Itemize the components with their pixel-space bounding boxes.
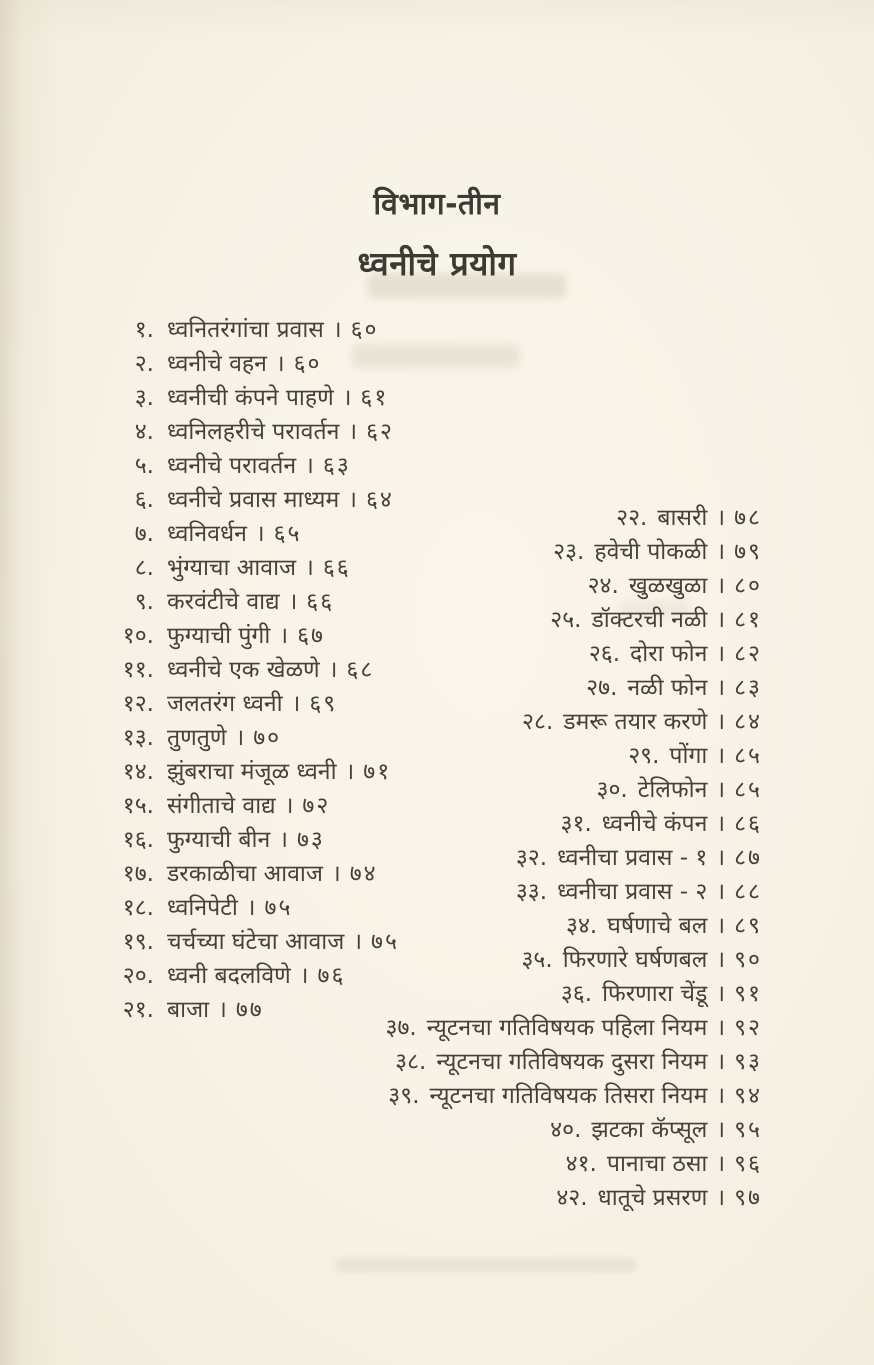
- toc-separator: ।: [716, 811, 726, 837]
- toc-item-title: बाजा: [167, 997, 210, 1023]
- toc-item-title: ध्वनीचे वहन: [167, 351, 267, 377]
- toc-item: [106, 789, 399, 823]
- toc-item-page: ८५: [734, 777, 762, 803]
- toc-column-left: [106, 313, 399, 1027]
- toc-item-page: ६१: [360, 385, 389, 411]
- toc-item-page: ७४: [349, 861, 378, 887]
- toc-separator: ।: [279, 827, 288, 853]
- toc-item-page: ६५: [273, 521, 302, 547]
- toc-item-number: ३.: [134, 385, 154, 411]
- toc-item: [385, 535, 762, 569]
- toc-item-title: डरकाळीचा आवाज: [167, 861, 323, 887]
- toc-item: [106, 925, 399, 959]
- toc-item-title: चर्चच्या घंटेचा आवाज: [167, 929, 345, 955]
- toc-item-page: ८२: [734, 641, 762, 667]
- toc-item-title: तुणतुणे: [167, 725, 227, 751]
- toc-item: [106, 755, 399, 789]
- toc-item: [106, 585, 399, 619]
- toc-separator: ।: [279, 623, 289, 649]
- toc-item-title: न्यूटनचा गतिविषयक पहिला नियम: [426, 1015, 708, 1041]
- toc-item-page: ६२: [366, 419, 394, 445]
- toc-item-title: ध्वनी बदलविणे: [167, 963, 291, 989]
- toc-separator: ।: [716, 641, 726, 667]
- toc-item-page: ९१: [734, 981, 762, 1007]
- toc-item-page: ६४: [365, 487, 394, 513]
- toc-item-number: २८.: [522, 709, 554, 735]
- toc-item-number: ७.: [134, 521, 154, 547]
- toc-separator: ।: [331, 861, 341, 887]
- toc-item: [106, 687, 399, 721]
- toc-item-number: १०.: [122, 623, 154, 649]
- toc-separator: ।: [305, 453, 314, 479]
- toc-item-number: २७.: [586, 675, 618, 701]
- toc-item: [106, 721, 399, 755]
- toc-item: [106, 959, 399, 993]
- toc-item: [106, 857, 399, 891]
- toc-item: [106, 517, 399, 551]
- toc-item-title: फिरणारा चेंडू: [602, 981, 708, 1007]
- toc-item-page: ७०: [253, 725, 282, 751]
- page-heading: [0, 182, 874, 285]
- toc-item: [385, 773, 762, 807]
- toc-item-page: ६०: [293, 351, 322, 377]
- toc-item-title: फुग्याची बीन: [167, 827, 271, 853]
- toc-item-title: करवंटीचे वाद्य: [167, 589, 280, 615]
- toc-item-number: ३५.: [521, 947, 553, 973]
- toc-item-page: ८४: [734, 709, 762, 735]
- toc-item-number: ४१.: [565, 1151, 597, 1177]
- toc-item: [385, 943, 762, 977]
- toc-separator: ।: [716, 1083, 726, 1109]
- toc-item-page: ६८: [346, 657, 375, 683]
- toc-item-number: २.: [134, 351, 154, 377]
- toc-item: [106, 347, 399, 381]
- toc-item-title: पोंगा: [669, 743, 708, 769]
- toc-separator: ।: [716, 913, 726, 939]
- toc-separator: ।: [716, 777, 726, 803]
- toc-item-page: ८५: [734, 743, 762, 769]
- toc-item-page: ६०: [350, 317, 379, 343]
- toc-separator: ।: [716, 1015, 726, 1041]
- toc-item-title: ध्वनीचा प्रवास - १: [557, 845, 708, 871]
- toc-item: [385, 807, 762, 841]
- toc-separator: ।: [299, 963, 309, 989]
- toc-item: [385, 1113, 762, 1147]
- toc-item-number: ११.: [122, 657, 154, 683]
- toc-item: [385, 739, 762, 773]
- toc-item-title: फिरणारे घर्षणबल: [562, 947, 708, 973]
- toc-item-title: संगीताचे वाद्य: [167, 793, 276, 819]
- toc-item-page: ७७: [235, 997, 264, 1023]
- toc-separator: ।: [716, 743, 726, 769]
- toc-item-number: ४.: [134, 419, 154, 445]
- toc-separator: ।: [716, 1049, 726, 1075]
- toc-item-page: ६७: [297, 623, 325, 649]
- toc-item-page: ६९: [309, 691, 338, 717]
- toc-item-number: १७.: [122, 861, 154, 887]
- toc-item-page: ६६: [306, 589, 335, 615]
- toc-separator: ।: [716, 879, 726, 905]
- toc-separator: ।: [716, 1185, 726, 1211]
- toc-column-right: [385, 501, 762, 1215]
- toc-separator: ।: [284, 793, 294, 819]
- toc-item: [106, 653, 399, 687]
- toc-item-number: ३६.: [560, 981, 593, 1007]
- toc-item-page: ८८: [734, 879, 762, 905]
- toc-item-page: ७८: [734, 505, 762, 531]
- toc-item-title: जलतरंग ध्वनी: [167, 691, 283, 717]
- toc-item-page: ९४: [734, 1083, 762, 1109]
- toc-item: [385, 637, 762, 671]
- toc-item: [385, 1045, 762, 1079]
- toc-item: [106, 313, 399, 347]
- toc-separator: ।: [716, 573, 726, 599]
- toc-separator: ।: [345, 759, 355, 785]
- toc-item-number: ४२.: [556, 1185, 588, 1211]
- toc-item-number: २५.: [550, 607, 582, 633]
- toc-item-title: बासरी: [657, 505, 708, 531]
- toc-item: [106, 619, 399, 653]
- toc-item-number: ४०.: [550, 1117, 582, 1143]
- section-title: विभाग-तीन: [373, 187, 501, 222]
- toc-item-page: ७१: [363, 759, 392, 785]
- toc-item: [385, 875, 762, 909]
- toc-separator: ।: [353, 929, 363, 955]
- toc-item-title: डॉक्टरची नळी: [591, 607, 708, 633]
- toc-item: [106, 381, 399, 415]
- toc-item-title: ध्वनीचे परावर्तन: [167, 453, 297, 479]
- toc-item-page: ८६: [734, 811, 762, 837]
- toc-item-page: ७९: [734, 539, 762, 565]
- toc-item-number: १८.: [122, 895, 154, 921]
- toc-item-title: झटका कॅप्सूल: [591, 1117, 708, 1143]
- toc-item-title: ध्वनीचे कंपन: [601, 811, 708, 837]
- toc-item-page: ९५: [734, 1117, 762, 1143]
- toc-item-number: ३७.: [385, 1015, 417, 1041]
- toc-item-title: ध्वनिलहरीचे परावर्तन: [167, 419, 340, 445]
- toc-item-number: २३.: [553, 539, 585, 565]
- toc-item-number: ६.: [134, 487, 154, 513]
- toc-item-title: ध्वनीचे प्रवास माध्यम: [167, 487, 340, 513]
- toc-item-page: ७६: [317, 963, 346, 989]
- toc-item-title: फुग्याची पुंगी: [167, 623, 271, 649]
- toc-item-title: झुंबराचा मंजूळ ध्वनी: [167, 759, 337, 785]
- toc-item-number: ३४.: [566, 913, 598, 939]
- toc-item-page: ८३: [734, 675, 762, 701]
- toc-item-title: ध्वनीची कंपने पाहणे: [167, 385, 334, 411]
- toc-item-number: २६.: [588, 641, 621, 667]
- toc-separator: ।: [716, 981, 726, 1007]
- toc-item-number: ३२.: [515, 845, 548, 871]
- bleed-through-text: [336, 1258, 636, 1272]
- toc-item: [106, 483, 399, 517]
- toc-item-number: १३.: [122, 725, 154, 751]
- toc-separator: ।: [348, 419, 358, 445]
- toc-item-number: १४.: [122, 759, 154, 785]
- toc-item-page: ७२: [302, 793, 331, 819]
- toc-item: [106, 823, 399, 857]
- toc-separator: ।: [716, 709, 726, 735]
- toc-item: [106, 449, 399, 483]
- toc-item-page: ६३: [322, 453, 351, 479]
- toc-item-page: ७५: [264, 895, 293, 921]
- toc-item-number: १६.: [122, 827, 154, 853]
- toc-item-page: ८७: [734, 845, 762, 871]
- toc-item: [385, 501, 762, 535]
- toc-item: [385, 909, 762, 943]
- toc-item-title: धातूचे प्रसरण: [597, 1185, 708, 1211]
- toc-separator: ।: [716, 607, 726, 633]
- toc-item-title: डमरू तयार करणे: [563, 709, 708, 735]
- toc-separator: ।: [716, 539, 726, 565]
- toc-item-page: ७५: [371, 929, 399, 955]
- toc-item-title: ध्वनीचे एक खेळणे: [167, 657, 320, 683]
- toc-separator: ।: [305, 555, 314, 581]
- toc-item-number: २४.: [587, 573, 619, 599]
- toc-item-number: ३३.: [515, 879, 548, 905]
- toc-item-page: ८९: [734, 913, 762, 939]
- toc-item: [385, 705, 762, 739]
- toc-item-page: ६६: [322, 555, 351, 581]
- toc-item-number: १५.: [122, 793, 154, 819]
- toc-item-number: ३१.: [560, 811, 592, 837]
- toc-item: [385, 603, 762, 637]
- toc-separator: ।: [716, 1151, 726, 1177]
- toc-separator: ।: [235, 725, 245, 751]
- toc-item: [385, 569, 762, 603]
- toc-item-page: ९२: [734, 1015, 762, 1041]
- toc-separator: ।: [291, 691, 301, 717]
- toc-item-title: हवेची पोकळी: [594, 539, 708, 565]
- toc-item-page: ९६: [734, 1151, 762, 1177]
- toc-separator: ।: [716, 675, 726, 701]
- toc-separator: ।: [348, 487, 357, 513]
- toc-separator: ।: [255, 521, 265, 547]
- toc-item-number: २०.: [122, 963, 154, 989]
- toc-item-number: ५.: [134, 453, 154, 479]
- toc-separator: ।: [288, 589, 298, 615]
- toc-item: [106, 891, 399, 925]
- toc-item-number: ३८.: [395, 1049, 427, 1075]
- toc-item-number: ८.: [134, 555, 154, 581]
- toc-item-number: ३०.: [596, 777, 628, 803]
- toc-item-title: ध्वनिपेटी: [167, 895, 238, 921]
- toc-item: [106, 551, 399, 585]
- toc-item-title: पानाचा ठसा: [606, 1151, 708, 1177]
- toc-separator: ।: [716, 845, 726, 871]
- toc-item-number: १९.: [122, 929, 154, 955]
- toc-item: [385, 1147, 762, 1181]
- toc-separator: ।: [246, 895, 256, 921]
- toc-item-page: ९३: [734, 1049, 762, 1075]
- toc-item-number: ३९.: [388, 1083, 420, 1109]
- toc-separator: ।: [716, 505, 726, 531]
- toc-item: [385, 1181, 762, 1215]
- toc-item-title: घर्षणाचे बल: [607, 913, 708, 939]
- toc-separator: ।: [716, 1117, 726, 1143]
- toc-separator: ।: [218, 997, 227, 1023]
- toc-item-number: २१.: [122, 997, 154, 1023]
- toc-item: [106, 993, 399, 1027]
- toc-item-number: २९.: [628, 743, 660, 769]
- toc-item: [385, 977, 762, 1011]
- toc-item-title: न्यूटनचा गतिविषयक तिसरा नियम: [429, 1083, 708, 1109]
- page-title: ध्वनीचे प्रयोग: [357, 244, 517, 283]
- toc-item-number: ९.: [134, 589, 154, 615]
- toc-separator: ।: [328, 657, 338, 683]
- toc-item-title: दोरा फोन: [630, 641, 708, 667]
- toc-item-page: ८०: [734, 573, 762, 599]
- toc-item-title: न्यूटनचा गतिविषयक दुसरा नियम: [436, 1049, 708, 1075]
- toc-item-title: ध्वनितरंगांचा प्रवास: [167, 317, 324, 343]
- toc-item-title: ध्वनीचा प्रवास - २: [557, 879, 708, 905]
- toc-separator: ।: [275, 351, 285, 377]
- toc-separator: ।: [342, 385, 352, 411]
- toc-item-page: ९०: [734, 947, 762, 973]
- toc-item-title: ध्वनिवर्धन: [167, 521, 247, 547]
- toc-item: [385, 1079, 762, 1113]
- toc-separator: ।: [716, 947, 726, 973]
- toc-item-page: ८१: [734, 607, 762, 633]
- toc-item: [385, 671, 762, 705]
- toc-item-title: टेलिफोन: [637, 777, 708, 803]
- toc-item-title: नळी फोन: [627, 675, 708, 701]
- toc-item: [385, 841, 762, 875]
- toc-item: [385, 1011, 762, 1045]
- toc-item-number: १२.: [122, 691, 154, 717]
- toc-item-number: १.: [134, 317, 154, 343]
- toc-item-title: खुळखुळा: [628, 573, 708, 599]
- toc-item-page: ९७: [734, 1185, 762, 1211]
- toc-item-page: ७३: [296, 827, 325, 853]
- toc-item: [106, 415, 399, 449]
- toc-separator: ।: [332, 317, 342, 343]
- toc-item-title: भुंग्याचा आवाज: [167, 555, 297, 581]
- toc-item-number: २२.: [616, 505, 648, 531]
